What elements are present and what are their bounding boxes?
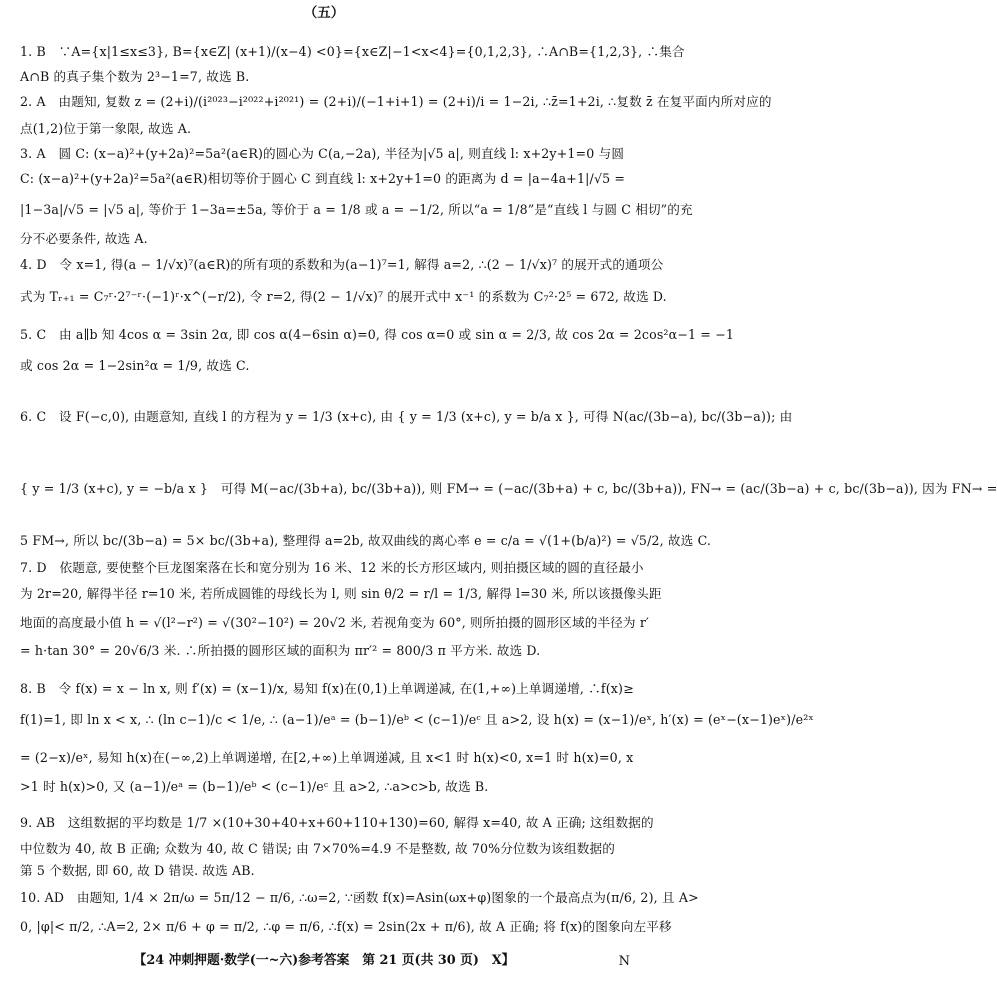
corner-mark: N: [618, 954, 630, 969]
answer-line: 7. D 依题意, 要使整个巨龙图案落在长和宽分别为 16 米、12 米的长方形区域内, 则拍摄区域的圆的直径最小: [20, 560, 644, 575]
answer-line: 式为 Tᵣ₊₁ = C₇ʳ·2⁷⁻ʳ·(−1)ʳ·x^(−r/2), 令 r=2, 得(2 − 1/√x)⁷ 的展开式中 x⁻¹ 的系数为 C₇²·2⁵ = 672, 故选 D.: [20, 289, 667, 304]
answer-line: = h·tan 30° = 20√6/3 米. ∴所拍摄的圆形区域的面积为 πr′² = 800/3 π 平方米. 故选 D.: [20, 643, 541, 658]
answer-line: 中位数为 40, 故 B 正确; 众数为 40, 故 C 错误; 由 7×70%=4.9 不是整数, 故 70%分位数为该组数据的: [20, 841, 615, 856]
answer-line: A∩B 的真子集个数为 2³−1=7, 故选 B.: [20, 69, 250, 84]
answer-line: f(1)=1, 即 ln x < x, ∴ (ln c−1)/c < 1/e, ∴ (a−1)/eᵃ = (b−1)/eᵇ < (c−1)/eᶜ 且 a>2, 设 h(x) = (x−1)/eˣ, h′(x) = (eˣ−(x−1)eˣ)/e²ˣ: [20, 712, 814, 727]
answer-line: 6. C 设 F(−c,0), 由题意知, 直线 l 的方程为 y = 1/3 (x+c), 由 { y = 1/3 (x+c), y = b/a x }, 可得 N(ac/(3b−a), bc/(3b−a)); 由: [20, 409, 793, 424]
answer-line: 9. AB 这组数据的平均数是 1/7 ×(10+30+40+x+60+110+130)=60, 解得 x=40, 故 A 正确; 这组数据的: [20, 815, 654, 830]
answer-line: 点(1,2)位于第一象限, 故选 A.: [20, 121, 192, 136]
answer-line: 0, |φ|< π/2, ∴A=2, 2× π/6 + φ = π/2, ∴φ = π/6, ∴f(x) = 2sin(2x + π/6), 故 A 正确; 将 f(x)的图象向左平移: [20, 919, 672, 934]
answer-line: 5 FM→, 所以 bc/(3b−a) = 5× bc/(3b+a), 整理得 a=2b, 故双曲线的离心率 e = c/a = √(1+(b/a)²) = √5/2, 故选 C.: [20, 533, 712, 548]
answer-line: 8. B 令 f(x) = x − ln x, 则 f′(x) = (x−1)/x, 易知 f(x)在(0,1)上单调递减, 在(1,+∞)上单调递增, ∴f(x)≥: [20, 681, 634, 696]
answer-line: 为 2r=20, 解得半径 r=10 米, 若所成圆锥的母线长为 l, 则 sin θ/2 = r/l = 1/3, 解得 l=30 米, 所以该摄像头距: [20, 586, 662, 601]
answer-line: 或 cos 2α = 1−2sin²α = 1/9, 故选 C.: [20, 358, 250, 373]
answer-line: 3. A 圆 C: (x−a)²+(y+2a)²=5a²(a∈R)的圆心为 C(a,−2a), 半径为|√5 a|, 则直线 l: x+2y+1=0 与圆: [20, 146, 625, 161]
answer-line: 10. AD 由题知, 1/4 × 2π/ω = 5π/12 − π/6, ∴ω=2, ∵函数 f(x)=Asin(ωx+φ)图象的一个最高点为(π/6, 2), 且 A>: [20, 890, 699, 905]
section-title: （五）: [303, 5, 345, 21]
answer-line: 地面的高度最小值 h = √(l²−r²) = √(30²−10²) = 20√2 米, 若视角变为 60°, 则所拍摄的圆形区域的半径为 r′: [20, 615, 650, 630]
answer-line: 2. A 由题知, 复数 z = (2+i)/(i²⁰²³−i²⁰²²+i²⁰²¹) = (2+i)/(−1+i+1) = (2+i)/i = 1−2i, ∴z̄=1+2i, ∴复数 z̄ 在复平面内所对应的: [20, 94, 772, 109]
page-footer: 【24 冲刺押题·数学(一~六)参考答案 第 21 页(共 30 页) X】: [133, 953, 515, 968]
answer-line: { y = 1/3 (x+c), y = −b/a x } 可得 M(−ac/(3b+a), bc/(3b+a)), 则 FM→ = (−ac/(3b+a) + c, bc/(3b+a)), FN→ = (ac/(3b−a) + c, bc/(3b−a)), 因为 FN→ =: [20, 481, 997, 496]
answer-line: 4. D 令 x=1, 得(a − 1/√x)⁷(a∈R)的所有项的系数和为(a−1)⁷=1, 解得 a=2, ∴(2 − 1/√x)⁷ 的展开式的通项公: [20, 257, 664, 272]
answer-line: 5. C 由 a∥b 知 4cos α = 3sin 2α, 即 cos α(4−6sin α)=0, 得 cos α=0 或 sin α = 2/3, 故 cos 2α = 2cos²α−1 = −1: [20, 327, 735, 342]
answer-line: 1. B ∵A={x|1≤x≤3}, B={x∈Z| (x+1)/(x−4) <0}={x∈Z|−1<x<4}={0,1,2,3}, ∴A∩B={1,2,3}, ∴集合: [20, 44, 685, 59]
answer-line: 分不必要条件, 故选 A.: [20, 231, 148, 246]
answer-line: C: (x−a)²+(y+2a)²=5a²(a∈R)相切等价于圆心 C 到直线 l: x+2y+1=0 的距离为 d = |a−4a+1|/√5 =: [20, 171, 626, 186]
answer-line: 第 5 个数据, 即 60, 故 D 错误. 故选 AB.: [20, 863, 255, 878]
answer-line: >1 时 h(x)>0, 又 (a−1)/eᵃ = (b−1)/eᵇ < (c−1)/eᶜ 且 a>2, ∴a>c>b, 故选 B.: [20, 779, 489, 794]
answer-line: = (2−x)/eˣ, 易知 h(x)在(−∞,2)上单调递增, 在[2,+∞)上单调递减, 且 x<1 时 h(x)<0, x=1 时 h(x)=0, x: [20, 750, 634, 765]
answer-line: |1−3a|/√5 = |√5 a|, 等价于 1−3a=±5a, 等价于 a = 1/8 或 a = −1/2, 所以“a = 1/8”是“直线 l 与圆 C 相切”的充: [20, 202, 693, 217]
